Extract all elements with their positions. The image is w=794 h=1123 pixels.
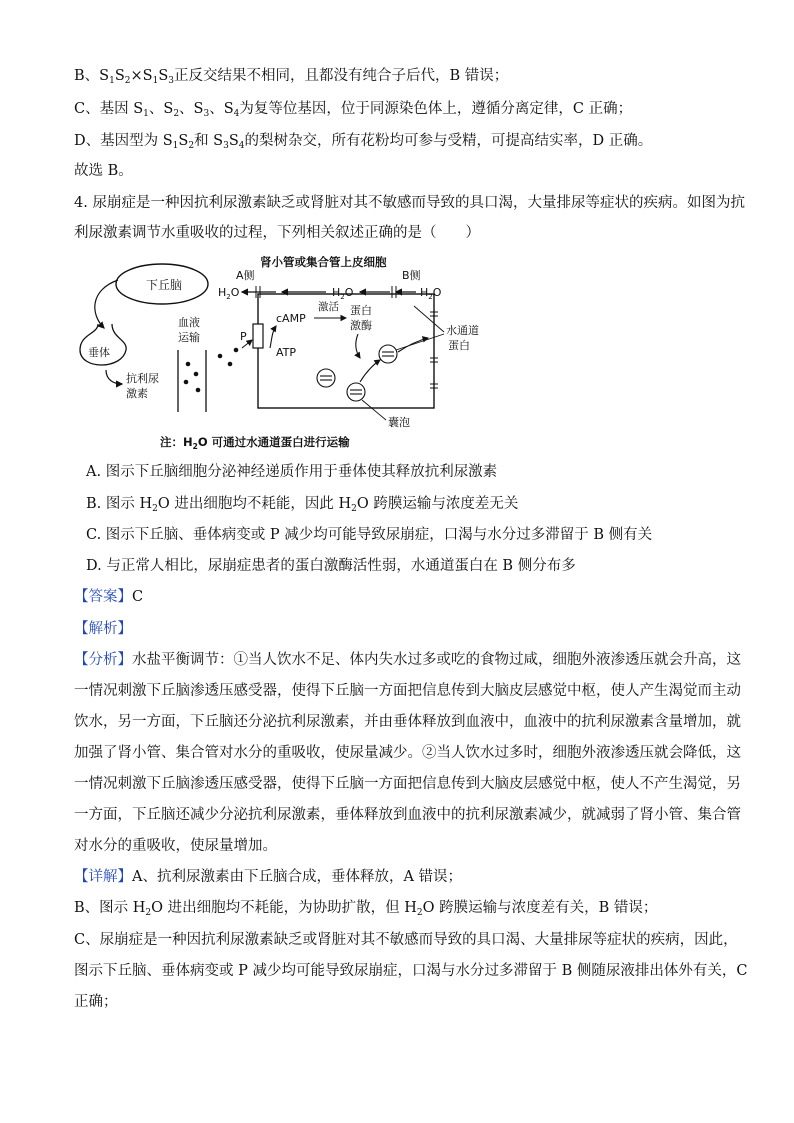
vesicle-label: 囊泡 <box>388 416 410 429</box>
option-b: B. 图示 $H_2O$ 进出细胞均不耗能，因此 $H_2O$ 跨膜运输与浓度差无关 <box>86 496 519 514</box>
blood-label-2: 运输 <box>178 331 200 344</box>
adh-regulation-diagram <box>70 252 490 452</box>
vesicle-2 <box>347 383 365 401</box>
xiangjie-label: 【详解】 <box>74 869 132 885</box>
analysis-line-3: 饮水，另一方面，下丘脑还分泌抗利尿激素，并由垂体释放到血液中，血液中的抗利尿激素含量增加，就 <box>74 714 741 730</box>
atp-label: ATP <box>276 346 297 359</box>
analysis-line-7: 对水分的重吸收，使尿量增加。 <box>74 838 277 854</box>
kinase-label-1: 蛋白 <box>350 304 372 317</box>
water-a: $H_2O$ <box>218 286 240 301</box>
side-b-label: B侧 <box>402 269 421 282</box>
option-d-explanation: D、基因型为 $S_1S_2$和 $S_3S_4$的梨树杂交，所有花粉均可参与受精，可提高结实率，D 正确。 <box>74 133 653 151</box>
pituitary-label: 垂体 <box>88 346 110 359</box>
choice-conclusion: 故选 B。 <box>74 163 133 179</box>
blood-label-1: 血液 <box>178 316 200 329</box>
analysis-line-5: 一情况刺激下丘脑渗透压感受器，使得下丘脑一方面把信息传到大脑皮层感觉中枢，使人不产生渴觉，另 <box>74 776 741 792</box>
fenxi-label: 【分析】 <box>74 652 132 668</box>
analysis-heading: 【解析】 <box>74 621 132 637</box>
answer-line <box>74 587 143 607</box>
option-d: D. 与正常人相比，尿崩症患者的蛋白激酶活性弱，水通道蛋白在 B 侧分布多 <box>86 558 576 574</box>
option-c-explanation: C、基因 $S_1$、$S_2$、$S_3$、$S_4$为复等位基因，位于同源染色体上，遵循分离定律，C 正确； <box>74 101 633 119</box>
aqp-label-2: 蛋白 <box>448 339 470 352</box>
detail-c-line-1: C、尿崩症是一种因抗利尿激素缺乏或肾脏对其不敏感而导致的具口渴、大量排尿等症状的疾病，因此， <box>74 932 738 948</box>
feedback-arrow <box>95 280 118 328</box>
analysis-line-4: 加强了肾小管、集合管对水分的重吸收，使尿量减少。②当人饮水过多时，细胞外液渗透压就会降低，这 <box>74 745 741 761</box>
adh-label-2: 激素 <box>126 387 148 400</box>
kinase-label-2: 激酶 <box>350 319 372 332</box>
adh-label-1: 抗利尿 <box>126 372 159 385</box>
activate-label: 激活 <box>318 301 339 313</box>
pituitary-release-arrow <box>106 370 122 384</box>
detail-b: B、图示 $H_2O$ 进出细胞均不耗能，为协助扩散，但 $H_2O$ 跨膜运输与浓度差有关，B 错误； <box>74 900 658 918</box>
option-a: A. 图示下丘脑细胞分泌神经递质作用于垂体使其释放抗利尿激素 <box>86 464 498 480</box>
answer-value: C <box>132 589 144 605</box>
detail-a: 【详解】A、抗利尿激素由下丘脑合成，垂体释放，A 错误； <box>74 869 463 885</box>
vesicle-3 <box>379 345 397 363</box>
question-stem-line-2: 利尿激素调节水重吸收的过程，下列相关叙述正确的是（ ） <box>74 225 480 241</box>
water-cell: $H_2O$ <box>332 286 354 301</box>
detail-c-line-2: 图示下丘脑、垂体病变或 P 减少均可能导致尿崩症，口渴与水分过多滞留于 B 侧随尿液排出体外有关，C <box>74 963 748 979</box>
side-a-label: A侧 <box>236 269 255 282</box>
detail-c-line-3: 正确； <box>74 994 118 1010</box>
option-b-explanation: B、$S_1S_2\times S_1S_3$正反交结果不相同，且都没有纯合子后代，B 错误； <box>74 68 509 86</box>
hypothalamus-label: 下丘脑 <box>146 278 183 292</box>
diagram-note: 注：$H_2O$ 可通过水通道蛋白进行运输 <box>160 435 350 451</box>
question-stem-line-1: 4. 尿崩症是一种因抗利尿激素缺乏或肾脏对其不敏感而导致的具口渴，大量排尿等症状的疾病。如图为抗 <box>74 195 745 211</box>
option-c: C. 图示下丘脑、垂体病变或 P 减少均可能导致尿崩症，口渴与水分过多滞留于 B 侧有关 <box>86 527 653 543</box>
analysis-line-2: 一情况刺激下丘脑渗透压感受器，使得下丘脑一方面把信息传到大脑皮层感觉中枢，使人产生渴觉而主动 <box>74 683 741 699</box>
analysis-line-1: 【分析】水盐平衡调节：①当人饮水不足、体内失水过多或吃的食物过咸，细胞外液渗透压就会升高，这 <box>74 652 741 668</box>
cell-title: 肾小管或集合管上皮细胞 <box>260 255 387 269</box>
water-b: $H_2O$ <box>420 286 442 301</box>
analysis-line-6: 一方面，下丘脑还减少分泌抗利尿激素，垂体释放到血液中的抗利尿激素减少，就减弱了肾小管、集合管 <box>74 807 741 823</box>
receptor-p <box>253 324 263 348</box>
camp-label: cAMP <box>276 312 306 325</box>
vesicle-1 <box>317 369 335 387</box>
aqp-label-1: 水通道 <box>446 324 479 337</box>
answer-label: 【答案】 <box>74 589 132 605</box>
receptor-label: P <box>240 330 247 343</box>
